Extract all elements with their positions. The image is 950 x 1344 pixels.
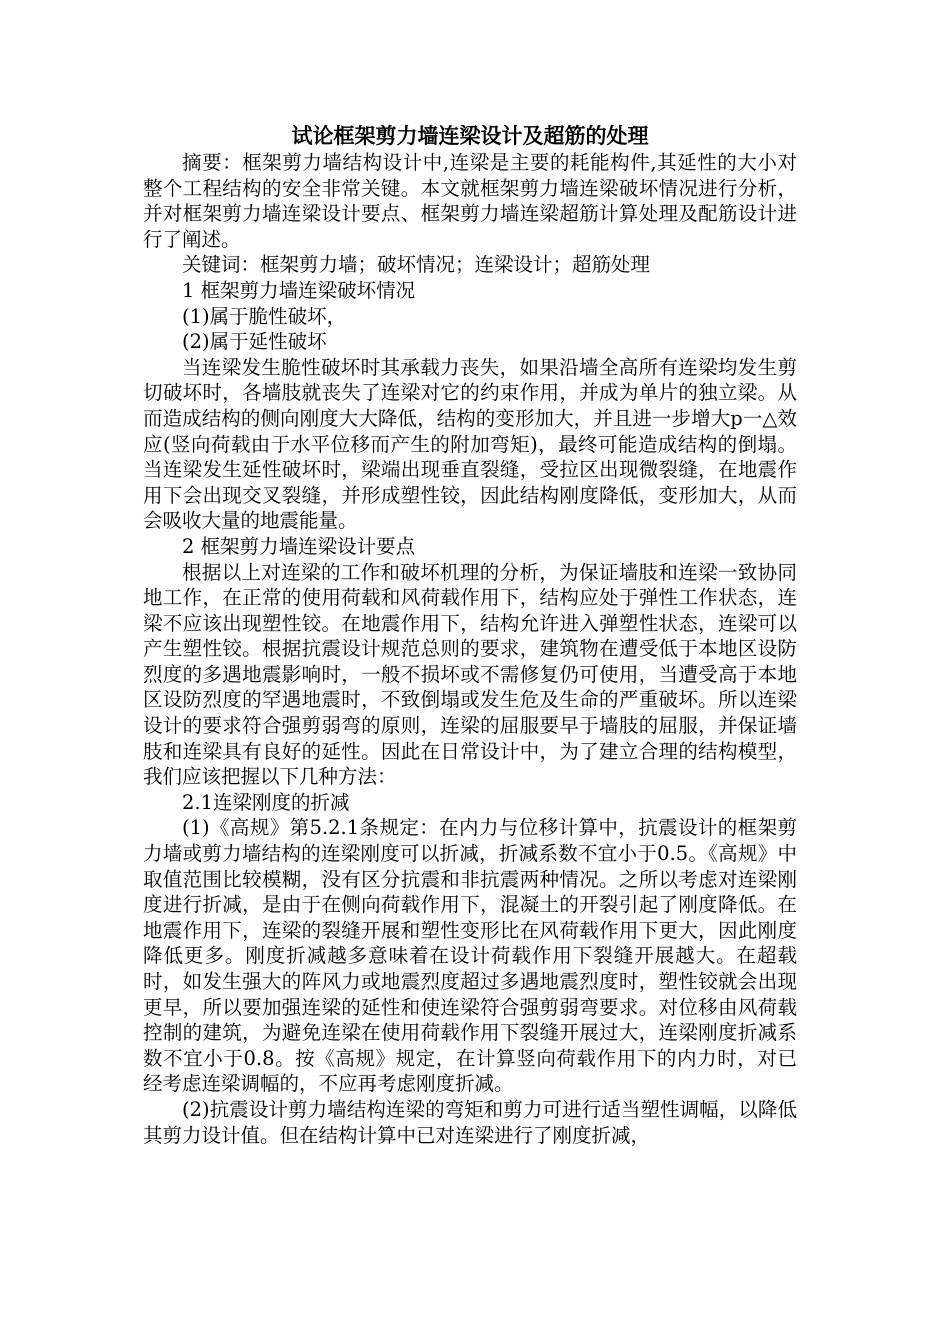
- document-page: [143, 122, 797, 1148]
- section-1-heading: 1 框架剪力墙连梁破坏情况: [182, 278, 416, 302]
- document-title: 试论框架剪力墙连梁设计及超筋的处理: [291, 123, 649, 148]
- section-1-item-1: (1)属于脆性破坏，: [182, 304, 347, 328]
- section-1-body: 当连梁发生脆性破坏时其承载力丧失，如果沿墙全高所有连梁均发生剪切破坏时，各墙肢就丧失了连梁对它的约束作用，并成为单片的独立梁。从而造成结构的侧向刚度大大降低，结构的变形加大，并且进一步增大p一△效应(竖向荷载由于水平位移而产生的附加弯矩)，最终可能造成结构的倒塌。当连梁发生延性破坏时，梁端出现垂直裂缝，受拉区出现微裂缝，在地震作用下会出现交叉裂缝，并形成塑性铰，因此结构刚度降低，变形加大，从而会吸收大量的地震能量。: [143, 355, 797, 533]
- section-1-item-2: (2)属于延性破坏: [182, 330, 327, 354]
- section-2-heading: 2 框架剪力墙连梁设计要点: [182, 534, 416, 558]
- abstract-paragraph: 摘要：框架剪力墙结构设计中,连梁是主要的耗能构件,其延性的大小对整个工程结构的安全非常关键。本文就框架剪力墙连梁破坏情况进行分析，并对框架剪力墙连梁设计要点、框架剪力墙连梁超筋计算处理及配筋设计进行了阐述。: [143, 151, 797, 251]
- section-2-body: 根据以上对连梁的工作和破坏机理的分析，为保证墙肢和连梁一致协同地工作，在正常的使用荷载和风荷载作用下，结构应处于弹性工作状态，连梁不应该出现塑性铰。在地震作用下，结构允许进入弹塑性状态，连梁可以产生塑性铰。根据抗震设计规范总则的要求，建筑物在遭受低于本地区设防烈度的多遇地震影响时，一般不损坏或不需修复仍可使用，当遭受高于本地区设防烈度的罕遇地震时，不致倒塌或发生危及生命的严重破坏。所以连梁设计的要求符合强剪弱弯的原则，连梁的屈服要早于墙肢的屈服，并保证墙肢和连梁具有良好的延性。因此在日常设计中，为了建立合理的结构模型，我们应该把握以下几种方法：: [143, 560, 797, 789]
- section-2-1-paragraph-1: (1)《高规》第5.2.1条规定：在内力与位移计算中，抗震设计的框架剪力墙或剪力墙结构的连梁刚度可以折减，折减系数不宜小于0.5。《高规》中取值范围比较模糊，没有区分抗震和非抗震两种情况。之所以考虑对连梁刚度进行折减，是由于在侧向荷载作用下，混凝土的开裂引起了刚度降低。在地震作用下，连梁的裂缝开展和塑性变形比在风荷载作用下更大，因此刚度降低更多。刚度折减越多意味着在设计荷载作用下裂缝开展越大。在超载时，如发生强大的阵风力或地震烈度超过多遇地震烈度时，塑性铰就会出现更早，所以要加强连梁的延性和使连梁符合强剪弱弯要求。对位移由风荷载控制的建筑，为避免连梁在使用荷载作用下裂缝开展过大，连梁刚度折减系数不宜小于0.8。按《高规》规定，在计算竖向荷载作用下的内力时，对已经考虑连梁调幅的，不应再考虑刚度折减。: [143, 816, 797, 1096]
- keywords-line: 关键词：框架剪力墙；破坏情况；连梁设计；超筋处理: [182, 253, 651, 277]
- section-2-1-heading: 2.1连梁刚度的折减: [182, 790, 350, 814]
- section-2-1-paragraph-2: (2)抗震设计剪力墙结构连梁的弯矩和剪力可进行适当塑性调幅，以降低其剪力设计值。但在结构计算中已对连梁进行了刚度折减，: [143, 1097, 797, 1147]
